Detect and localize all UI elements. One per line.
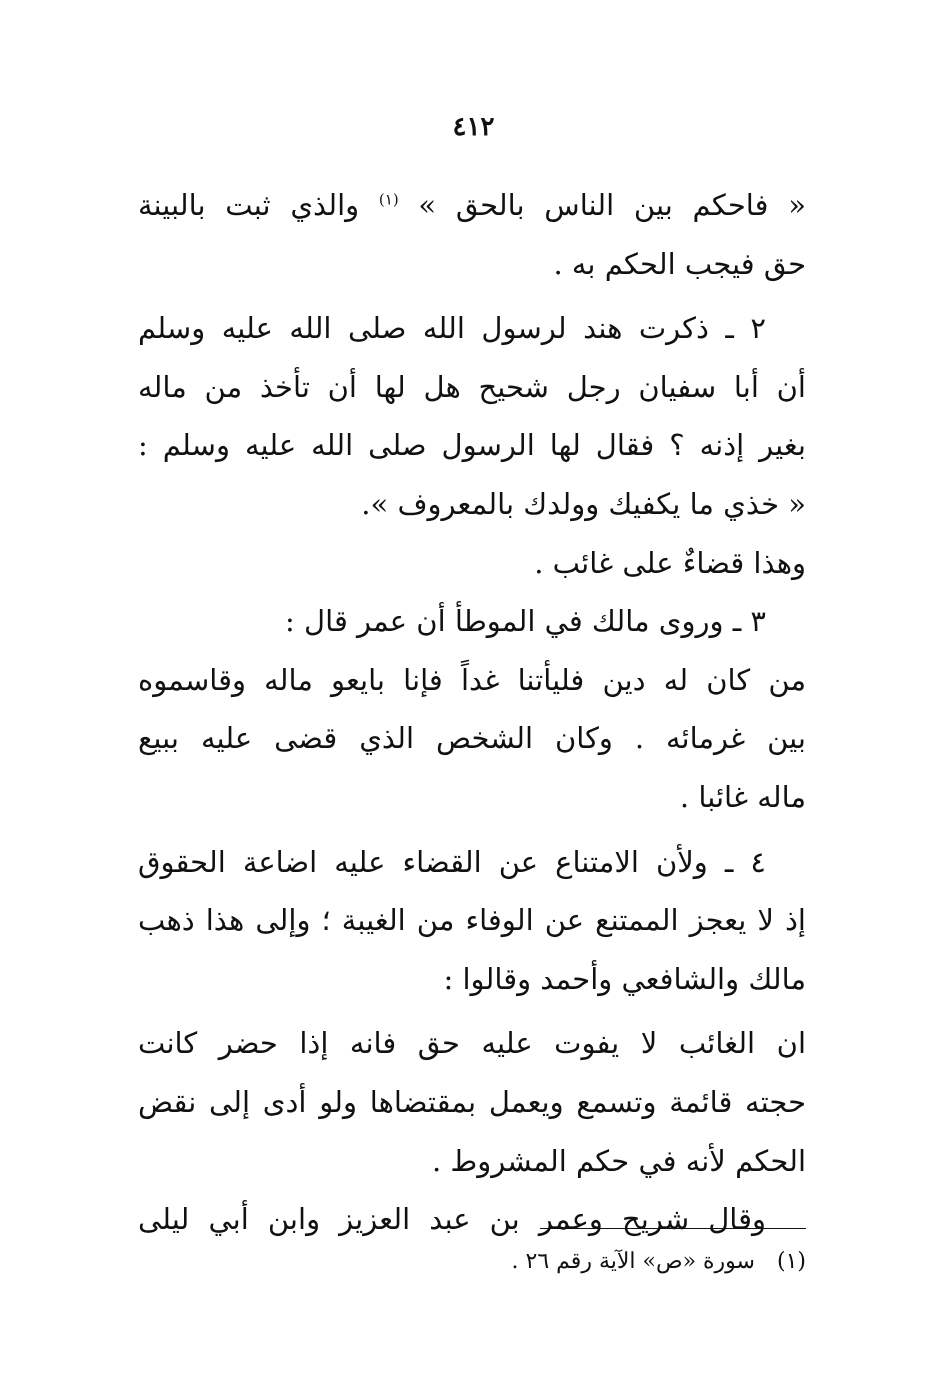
footnote-divider <box>540 1228 806 1229</box>
text-line: من كان له دين فليأتنا غداً فإنا بايعو ماله وقاسموه <box>138 662 806 697</box>
text-line: إذ لا يعجز الممتنع عن الوفاء من الغيبة ؛ وإلى هذا ذهب <box>138 903 806 938</box>
text-line: الحكم لأنه في حكم المشروط . <box>431 1143 806 1178</box>
text-line: ٣ ـ وروى مالك في الموطأ أن عمر قال : <box>285 604 766 639</box>
text-line: وهذا قضاءٌ على غائب . <box>534 545 806 580</box>
text-line: « خذي ما يكفيك وولدك بالمعروف ». <box>361 486 806 521</box>
body-text <box>138 176 806 1249</box>
text-line: بين غرمائه . وكان الشخص الذي قضى عليه ببيع <box>138 721 806 756</box>
footnote <box>138 1244 806 1280</box>
text-line: مالك والشافعي وأحمد وقالوا : <box>443 961 806 996</box>
text-line: حق فيجب الحكم به . <box>553 246 806 281</box>
text-line: ٤ ـ ولأن الامتناع عن القضاء عليه اضاعة الحقوق <box>138 844 766 879</box>
footnote-mark: (١) <box>776 1249 806 1274</box>
footnote-text: سورة «ص» الآية رقم ٢٦ . <box>511 1249 755 1274</box>
page-number: ٤١٢ <box>452 112 495 142</box>
text-line: « فاحكم بين الناس بالحق » $^{(١)}$ والذي ثبت بالبينة <box>138 188 806 222</box>
text-line: بغير إذنه ؟ فقال لها الرسول صلى الله عليه وسلم : <box>138 428 806 463</box>
text-line: وقال شريح وعمر بن عبد العزيز وابن أبي ليلى <box>138 1202 766 1237</box>
footnote-reference: (١) <box>378 190 399 209</box>
text-line: أن أبا سفيان رجل شحيح هل لها أن تأخذ من ماله <box>138 369 806 404</box>
text-line: ٢ ـ ذكرت هند لرسول الله صلى الله عليه وسلم <box>138 311 766 346</box>
text-line: ماله غائبا . <box>679 779 806 814</box>
text-line: حجته قائمة وتسمع ويعمل بمقتضاها ولو أدى إلى نقض <box>138 1084 806 1119</box>
text-line: ان الغائب لا يفوت عليه حق فانه إذا حضر كانت <box>138 1026 806 1061</box>
